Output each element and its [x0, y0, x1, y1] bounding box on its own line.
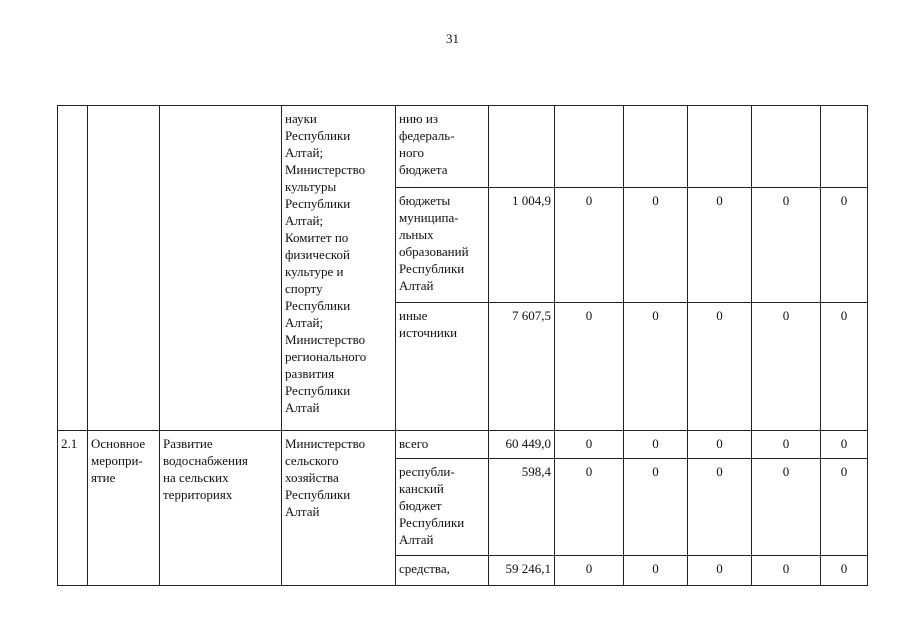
year-value-cell: 0 — [752, 556, 821, 586]
total-cell: 7 607,5 — [489, 303, 555, 431]
type-cell — [88, 106, 160, 431]
year-value-cell: 0 — [624, 431, 688, 459]
year-value-cell: 0 — [688, 303, 752, 431]
source-cell: бюджеты муниципа- льных образований Республики Алтай — [396, 188, 489, 303]
year-value-cell: 0 — [555, 188, 624, 303]
budget-table — [57, 105, 868, 586]
executor-cell: науки Республики Алтай; Министерство культуры Республики Алтай; Комитет по физической культуре и спорту Республики Алтай; Министерство регионального развития Республики Алтай — [282, 106, 396, 431]
year-value-cell: 0 — [821, 556, 868, 586]
source-cell: нию из федераль- ного бюджета — [396, 106, 489, 188]
total-cell: 598,4 — [489, 459, 555, 556]
year-value-cell: 0 — [752, 431, 821, 459]
year-value-cell — [624, 106, 688, 188]
year-value-cell: 0 — [555, 459, 624, 556]
year-value-cell: 0 — [555, 556, 624, 586]
year-value-cell: 0 — [821, 303, 868, 431]
year-value-cell: 0 — [555, 303, 624, 431]
total-cell: 59 246,1 — [489, 556, 555, 586]
year-value-cell: 0 — [821, 431, 868, 459]
year-value-cell: 0 — [821, 188, 868, 303]
year-value-cell — [688, 106, 752, 188]
page-number: 31 — [446, 31, 459, 46]
year-value-cell — [555, 106, 624, 188]
total-cell: 1 004,9 — [489, 188, 555, 303]
source-cell: всего — [396, 431, 489, 459]
year-value-cell: 0 — [624, 188, 688, 303]
total-cell: 60 449,0 — [489, 431, 555, 459]
year-value-cell — [821, 106, 868, 188]
year-value-cell — [752, 106, 821, 188]
year-value-cell: 0 — [688, 459, 752, 556]
year-value-cell: 0 — [624, 556, 688, 586]
table-row — [58, 431, 868, 459]
total-cell — [489, 106, 555, 188]
table-row — [58, 106, 868, 188]
year-value-cell: 0 — [752, 188, 821, 303]
source-cell: республи- канский бюджет Республики Алтай — [396, 459, 489, 556]
year-value-cell: 0 — [821, 459, 868, 556]
number-cell — [58, 106, 88, 431]
year-value-cell: 0 — [555, 431, 624, 459]
year-value-cell: 0 — [688, 431, 752, 459]
item-name-cell: Развитие водоснабжения на сельских территориях — [160, 431, 282, 586]
item-type-cell: Основное меропри- ятие — [88, 431, 160, 586]
name-cell — [160, 106, 282, 431]
year-value-cell: 0 — [752, 459, 821, 556]
year-value-cell: 0 — [624, 303, 688, 431]
year-value-cell: 0 — [624, 459, 688, 556]
item-executor-cell: Министерство сельского хозяйства Республики Алтай — [282, 431, 396, 586]
source-cell: средства, — [396, 556, 489, 586]
year-value-cell: 0 — [688, 556, 752, 586]
source-cell: иные источники — [396, 303, 489, 431]
item-number-cell: 2.1 — [58, 431, 88, 586]
year-value-cell: 0 — [688, 188, 752, 303]
year-value-cell: 0 — [752, 303, 821, 431]
